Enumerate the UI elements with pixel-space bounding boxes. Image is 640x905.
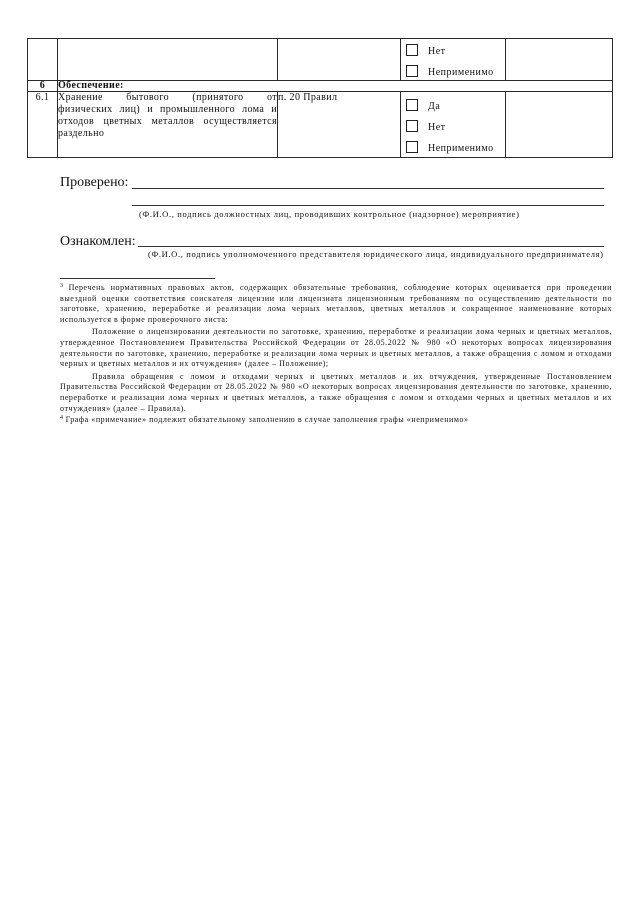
option-not-applicable[interactable] — [406, 65, 494, 77]
section-number: 6 — [28, 81, 58, 92]
footnote-text: Графа «примечание» подлежит обязательному заполнению в случае заполнения графы «неприменимо» — [65, 415, 469, 425]
acquainted-signature-line — [138, 246, 604, 247]
footnote-marker: 3 — [60, 283, 63, 289]
requirement-text: раздельно — [58, 128, 105, 139]
option-yes[interactable] — [406, 99, 440, 111]
footnote-paragraph — [60, 283, 612, 325]
checkbox[interactable] — [406, 65, 418, 77]
checked-signature-line — [132, 188, 604, 189]
footnote-text: Перечень нормативных правовых актов, содержащих обязательные требования, соблюдение которых оценивается при проведении выездной оценки соответствия соискателя лицензии или лицензиата лицензионным требованиям по осуществлению деятельности по заготовке, хранению, переработке и реализации лома черных металлов, цветных металлов и сокращенное наименование которых используется в форме проверочного листа: — [60, 283, 612, 324]
footnote-paragraph — [60, 415, 612, 426]
checkbox[interactable] — [406, 99, 418, 111]
option-label: Нет — [428, 122, 446, 133]
checked-caption: (Ф.И.О., подпись должностных лиц, проводивших контрольное (надзорное) мероприятие) — [139, 209, 520, 219]
table-row — [28, 39, 613, 81]
option-no[interactable] — [406, 120, 446, 132]
basis-cell: п. 20 Правил — [278, 92, 401, 158]
option-label: Да — [428, 101, 441, 112]
checked-signature-line-2 — [132, 205, 604, 206]
checklist-table — [27, 38, 613, 158]
checkbox[interactable] — [406, 120, 418, 132]
acquainted-caption: (Ф.И.О., подпись уполномоченного представителя юридического лица, индивидуального предпринимателя) — [148, 249, 604, 259]
footnote-paragraph: Положение о лицензировании деятельности по заготовке, хранению, переработке и реализации лома черных и цветных металлов, утвержденное Постановлением Правительства Российской Федерации от 28.05.2022 № 980 «О некоторых вопросах лицензирования деятельности по заготовке, хранению, переработке и реализации лома черных и цветных металлов, а также обращения с ломом и отходами черных и цветных металлов и их отчуждения» (далее – Положение); — [60, 327, 612, 369]
option-not-applicable[interactable] — [406, 141, 494, 153]
note-cell — [506, 39, 613, 81]
table-section-row — [28, 81, 613, 92]
footnote-marker: 4 — [60, 415, 63, 422]
footnotes — [60, 283, 612, 426]
table-row — [28, 92, 613, 158]
checkbox[interactable] — [406, 141, 418, 153]
acquainted-label: Ознакомлен: — [60, 234, 136, 249]
footnote-3 — [60, 283, 612, 414]
option-no[interactable] — [406, 44, 446, 56]
requirement-text: Хранение бытового (принятого от — [58, 92, 277, 103]
note-cell — [506, 92, 613, 158]
requirement-cell — [58, 39, 278, 81]
requirement-cell — [58, 92, 278, 158]
footnote-paragraph: Правила обращения с ломом и отходами черных и цветных металлов и их отчуждения, утвержденные Постановлением Правительства Российской Федерации от 28.05.2022 № 980 «О некоторых вопросах лицензирования деятельности по заготовке, хранению, переработке и реализации лома черных и цветных металлов, а также обращения с ломом и отходами черных и цветных металлов и их отчуждения» (далее – Правила). — [60, 371, 612, 413]
option-label: Неприменимо — [428, 143, 494, 154]
section-title: Обеспечение: — [58, 81, 613, 92]
option-label: Неприменимо — [428, 67, 494, 78]
requirement-text: физических лиц) и промышленного лома и — [58, 104, 277, 115]
item-number: 6.1 — [28, 92, 58, 158]
answer-cell — [401, 39, 506, 81]
answer-cell — [401, 92, 506, 158]
requirement-text: отходов цветных металлов осуществляется — [58, 116, 277, 127]
number-cell — [28, 39, 58, 81]
option-label: Нет — [428, 46, 446, 57]
footnote-4 — [60, 415, 612, 426]
checkbox[interactable] — [406, 44, 418, 56]
basis-cell — [278, 39, 401, 81]
footnote-separator — [60, 278, 215, 279]
checked-label: Проверено: — [60, 175, 129, 190]
